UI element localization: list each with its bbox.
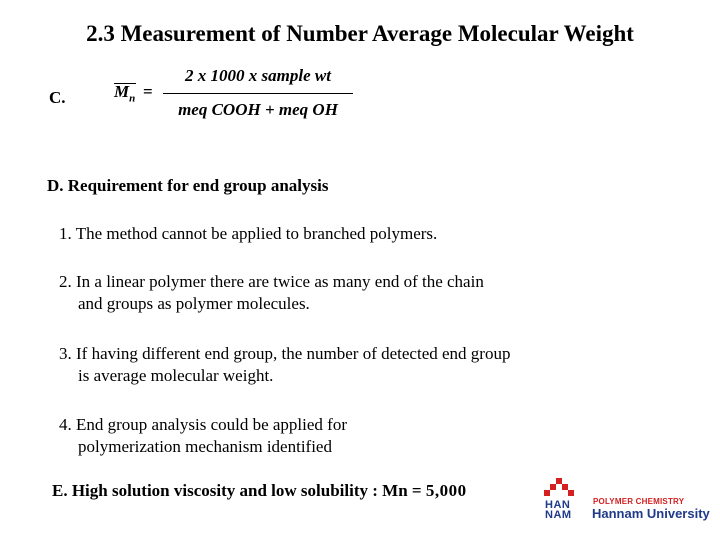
hannam-logo (543, 478, 713, 522)
section-e-value: 5,000 (425, 481, 467, 500)
mn-symbol (114, 82, 135, 104)
mn-subscript: n (129, 92, 136, 105)
requirement-item-continuation: is average molecular weight. (78, 366, 274, 385)
requirement-item-line: 4. End group analysis could be applied for (59, 415, 347, 434)
slide-title: 2.3 Measurement of Number Average Molecular Weight (86, 21, 634, 46)
requirement-item-line: 3. If having different end group, the number of detected end group (59, 344, 511, 363)
mn-letter: M (114, 82, 130, 101)
section-e-text: E. High solution viscosity and low solubility : Mn (52, 481, 408, 500)
requirement-item-2 (59, 271, 484, 315)
requirement-item-4 (59, 414, 347, 458)
requirement-item-continuation: and groups as polymer molecules. (78, 294, 310, 313)
requirement-item-continuation: polymerization mechanism identified (78, 437, 332, 456)
logo-tagline: POLYMER CHEMISTRY (593, 497, 685, 506)
formula-denominator: meq COOH + meq OH (178, 100, 338, 119)
logo-university-name: Hannam University (592, 506, 710, 521)
hannam-mark-text (545, 500, 572, 520)
mn-overline (114, 83, 136, 84)
requirement-item-3 (59, 343, 510, 387)
section-c-label: C. (49, 88, 66, 107)
section-d-heading: D. Requirement for end group analysis (47, 176, 329, 195)
section-e-equals: = (411, 481, 422, 500)
mark-line-2: NAM (545, 509, 572, 521)
mark-line-1: HAN (545, 499, 571, 511)
formula-numerator: 2 x 1000 x sample wt (185, 66, 331, 85)
formula-equals: = (143, 82, 153, 101)
requirement-item-1 (59, 223, 437, 245)
requirement-item-line: 1. The method cannot be applied to branched polymers. (59, 224, 438, 243)
requirement-item-line: 2. In a linear polymer there are twice as many end of the chain (59, 272, 484, 291)
fraction-bar (163, 93, 353, 94)
section-e-line (52, 481, 467, 501)
